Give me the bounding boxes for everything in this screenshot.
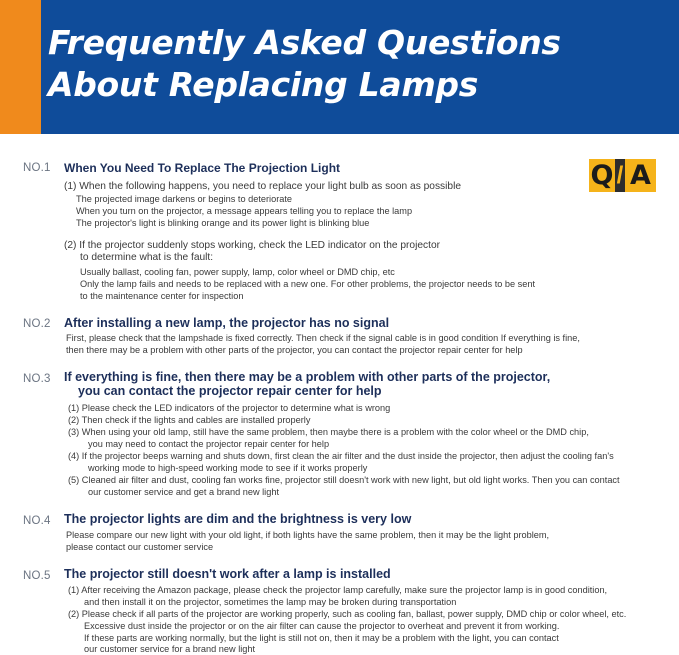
section-subpoint: (1) When the following happens, you need to replace your light bulb as soon as possible	[64, 181, 461, 192]
section-line: The projector's light is blinking orange and its power light is blinking blue	[76, 218, 370, 228]
section-line: Usually ballast, cooling fan, power supply, lamp, color wheel or DMD chip, etc	[80, 267, 395, 277]
section-heading: When You Need To Replace The Projection Light	[64, 161, 341, 175]
section-line: First, please check that the lampshade is fixed correctly. Then check if the signal cable is in good condition If everything is fine,	[66, 333, 580, 343]
section-number: NO.1	[23, 162, 51, 174]
section-line: (4) If the projector beeps warning and shuts down, first clean the air filter and the dust inside the projector, then adjust the cooling fan's	[68, 451, 614, 461]
section-line: Excessive dust inside the projector or on the air filter can cause the projector to overheat and prevent it from working.	[84, 621, 560, 631]
section-line: (5) Cleaned air filter and dust, cooling fan works fine, projector still doesn't work with new light, but old light works. Then you can contact	[68, 475, 620, 485]
section-heading: If everything is fine, then there may be a problem with other parts of the projector,	[64, 370, 551, 384]
qa-badge	[589, 159, 656, 192]
section-line: you may need to contact the projector repair center for help	[88, 439, 330, 449]
title-line-2: About Replacing Lamps	[48, 65, 479, 104]
section-number: NO.3	[23, 373, 51, 385]
section-heading: After installing a new lamp, the projector has no signal	[64, 316, 390, 330]
section-line: (2) Please check if all parts of the projector are working properly, such as cooling fan, ballast, power supply, DMD chip or color wheel, etc.	[68, 609, 627, 619]
section-line: Only the lamp fails and needs to be replaced with a new one. For other problems, the projector needs to be sent	[80, 279, 536, 289]
qa-badge-q: Q	[590, 160, 614, 191]
section-line: our customer service for a brand new light	[84, 644, 256, 654]
section-line: (3) When using your old lamp, still have the same problem, then maybe there is a problem with the color wheel or the DMD chip,	[68, 427, 589, 437]
section-subpoint: (2) If the projector suddenly stops working, check the LED indicator on the projector	[64, 240, 440, 251]
section-line: (1) After receiving the Amazon package, please check the projector lamp carefully, make sure the projector lamp is in good condition,	[68, 585, 608, 595]
section-subpoint: to determine what is the fault:	[80, 252, 214, 263]
section-heading: The projector lights are dim and the brightness is very low	[64, 512, 412, 526]
section-line: then there may be a problem with other parts of the projector, you can contact the projector repair center for help	[66, 345, 523, 355]
qa-badge-a: A	[625, 159, 656, 192]
section-line: our customer service and get a brand new light	[88, 487, 279, 497]
section-line: The projected image darkens or begins to deteriorate	[76, 194, 293, 204]
page-title	[48, 22, 561, 106]
section-line: and then install it on the projector, sometimes the lamp may be broken during transportation	[84, 597, 457, 607]
section-heading-cont: you can contact the projector repair center for help	[78, 384, 382, 398]
section-line: to the maintenance center for inspection	[80, 291, 244, 301]
section-line: (1) Please check the LED indicators of the projector to determine what is wrong	[68, 403, 391, 413]
section-line: (2) Then check if the lights and cables are installed properly	[68, 415, 311, 425]
section-line: If these parts are working normally, but the light is still not on, then it may be a problem with the light, you can contact	[84, 633, 559, 643]
qa-badge-slash: /	[615, 159, 625, 192]
section-line: Please compare our new light with your old light, if both lights have the same problem, then it may be the light problem,	[66, 530, 550, 540]
section-number: NO.4	[23, 515, 51, 527]
section-line: please contact our customer service	[66, 542, 214, 552]
section-number: NO.5	[23, 570, 51, 582]
section-heading: The projector still doesn't work after a lamp is installed	[64, 567, 391, 581]
orange-accent-bar	[0, 0, 41, 134]
section-line: working mode to high-speed working mode to see if it works properly	[88, 463, 368, 473]
title-line-1: Frequently Asked Questions	[48, 23, 561, 62]
section-number: NO.2	[23, 318, 51, 330]
section-line: When you turn on the projector, a message appears telling you to replace the lamp	[76, 206, 413, 216]
